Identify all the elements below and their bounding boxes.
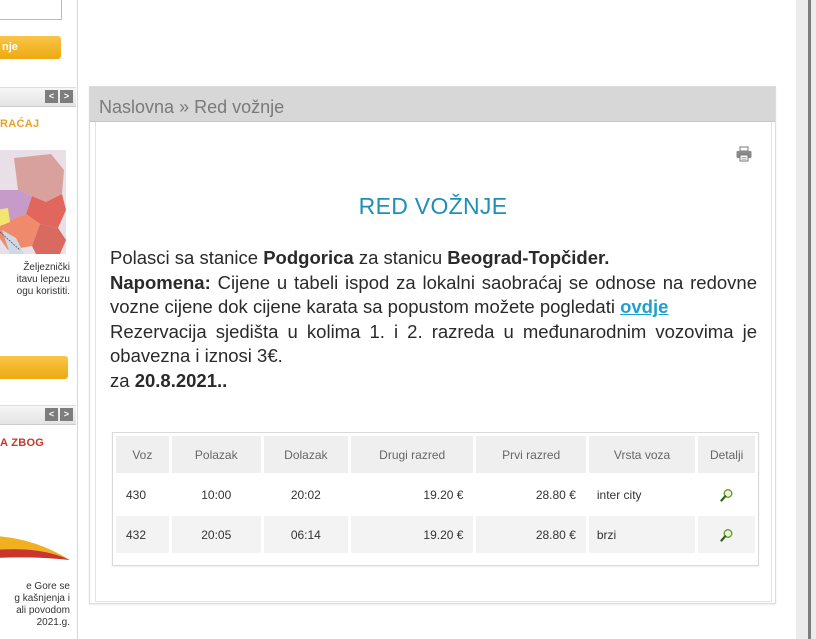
discount-link[interactable]: ovdje [620, 296, 669, 317]
magnifier-icon[interactable] [720, 528, 734, 542]
sidebar-notice-text: e Gore se g kašnjenja i ali povodom 2021.g. [14, 581, 70, 628]
sidebar-news-text: Željeznički itavu lepezu ogu koristiti. [16, 262, 70, 297]
second-class-price-cell: 19.20 € [351, 476, 474, 513]
left-sidebar [0, 0, 78, 639]
column-header-vrsta-voza: Vrsta voza [589, 436, 695, 473]
details-cell [698, 476, 755, 513]
prev-arrow-icon[interactable]: < [45, 90, 58, 103]
printer-icon[interactable] [735, 146, 753, 162]
reservation-text: Rezervacija sjedišta u kolima 1. i 2. razreda u međunarodnim vozovima je obavezna i iznosi 3€. [110, 320, 757, 366]
route-line: Polasci sa stanice Podgorica za stanicu Beograd-Topčider. [110, 247, 610, 268]
train-number-cell: 430 [116, 476, 169, 513]
right-edge-line [808, 0, 811, 639]
second-class-price-cell: 19.20 € [351, 516, 474, 553]
prev-arrow-icon[interactable]: < [45, 408, 58, 421]
magnifier-icon[interactable] [720, 488, 734, 502]
column-header-voz: Voz [116, 436, 169, 473]
sidebar-news-header-bar [0, 87, 76, 107]
schedule-date: 20.8.2021.. [134, 369, 228, 391]
column-header-detalji: Detalji [698, 436, 755, 473]
note-paragraph: Napomena: Cijene u tabeli ispod za lokalni saobraćaj se odnose na redovne vozne cijene dok cijene karata sa popustom možete pogledati ovdje [110, 271, 757, 317]
first-class-price-cell: 28.80 € [476, 516, 585, 553]
timetable [112, 432, 759, 566]
breadcrumb-current: Red vožnje [194, 97, 285, 117]
page-title: RED VOŽNJE [358, 193, 508, 219]
column-header-drugi-razred: Drugi razred [351, 436, 474, 473]
to-station: Beograd-Topčider. [447, 247, 610, 268]
date-line: za 20.8.2021.. [110, 369, 228, 391]
column-header-prvi-razred: Prvi razred [476, 436, 585, 473]
first-class-price-cell: 28.80 € [476, 476, 585, 513]
breadcrumb [99, 97, 284, 118]
note-label: Napomena: [110, 271, 211, 293]
sidebar-more-button[interactable] [0, 356, 68, 379]
sidebar-notices-header-bar [0, 405, 76, 425]
arrival-cell: 20:02 [264, 476, 348, 513]
arrival-cell: 06:14 [264, 516, 348, 553]
sidebar-input[interactable] [0, 0, 62, 20]
logo-swoosh-image [0, 520, 70, 566]
details-cell [698, 516, 755, 553]
train-type-cell: inter city [589, 476, 695, 513]
next-arrow-icon[interactable]: > [60, 90, 73, 103]
breadcrumb-home-link[interactable]: Naslovna [99, 97, 175, 117]
page-content [110, 246, 757, 393]
departure-cell: 10:00 [172, 476, 261, 513]
sidebar-notice-title[interactable]: A ZBOG [0, 437, 45, 449]
from-station: Podgorica [263, 247, 354, 268]
right-edge-column [796, 0, 816, 639]
sidebar-news-title[interactable]: RAĆAJ [0, 118, 40, 130]
train-number-cell: 432 [116, 516, 169, 553]
column-header-dolazak: Dolazak [264, 436, 348, 473]
departure-cell: 20:05 [172, 516, 261, 553]
column-header-polazak: Polazak [172, 436, 261, 473]
table-row [116, 516, 755, 553]
next-arrow-icon[interactable]: > [60, 408, 73, 421]
breadcrumb-bar [90, 87, 775, 122]
table-row [116, 476, 755, 513]
breadcrumb-separator: » [179, 97, 190, 117]
train-type-cell: brzi [589, 516, 695, 553]
sidebar-button[interactable]: nje [0, 36, 61, 59]
